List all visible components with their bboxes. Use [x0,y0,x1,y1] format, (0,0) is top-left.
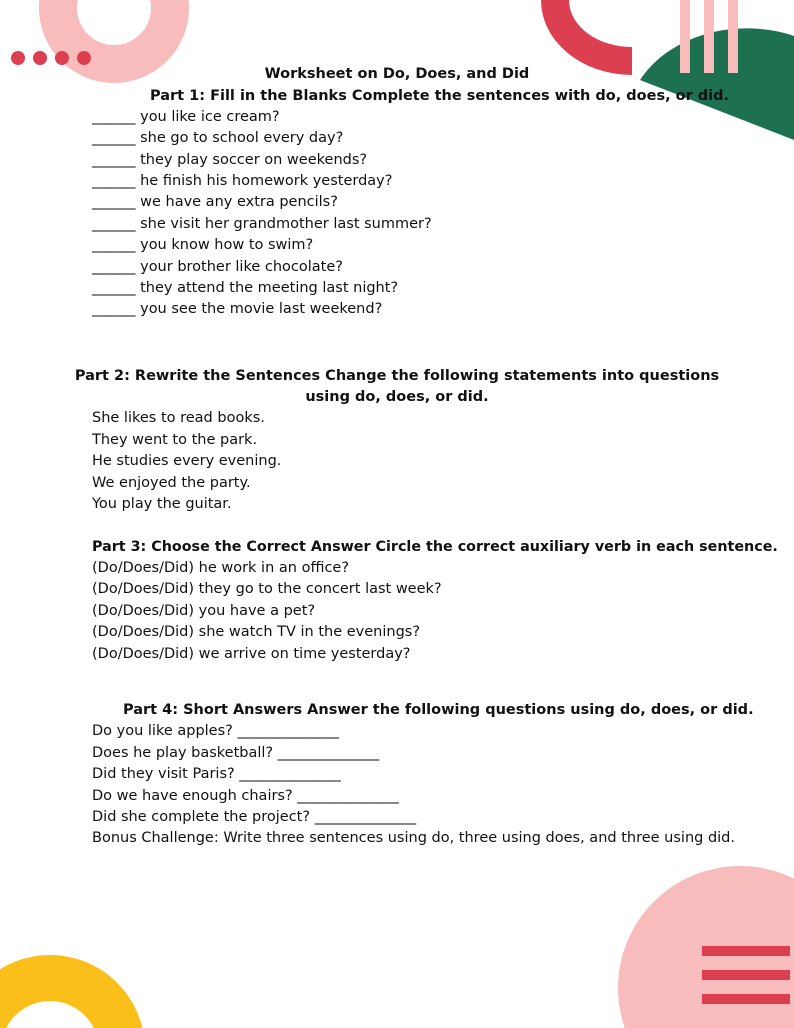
part1-item: ______ they attend the meeting last night? [92,280,399,296]
part3-item: (Do/Does/Did) she watch TV in the evenings? [92,624,421,640]
part1-item: ______ she go to school every day? [92,130,344,146]
part1-item: ______ your brother like chocolate? [92,259,343,275]
part2-heading-continued: using do, does, or did. [305,389,489,405]
part1-item: ______ she visit her grandmother last summer? [92,216,432,232]
part2-item: She likes to read books. [92,410,265,426]
part3-heading: Part 3: Choose the Correct Answer Circle the correct auxiliary verb in each sentence. [92,539,778,555]
part4-item: Did she complete the project? ______________ [92,809,417,825]
part1-item: ______ we have any extra pencils? [92,194,338,210]
part1-heading: Part 1: Fill in the Blanks Complete the sentences with do, does, or did. [150,88,730,104]
part2-heading: Part 2: Rewrite the Sentences Change the following statements into questions [74,368,720,384]
part2-item: They went to the park. [92,432,258,448]
part1-item: ______ you like ice cream? [92,109,280,125]
part3-item: (Do/Does/Did) we arrive on time yesterday? [92,646,411,662]
part1-item: ______ you know how to swim? [92,237,314,253]
part2-item: You play the guitar. [92,496,232,512]
part3-item: (Do/Does/Did) they go to the concert last week? [92,581,442,597]
part2-item: He studies every evening. [92,453,282,469]
part1-item: ______ he finish his homework yesterday? [92,173,393,189]
part4-item: Did they visit Paris? ______________ [92,766,341,782]
part2-item: We enjoyed the party. [92,475,251,491]
part4-heading: Part 4: Short Answers Answer the following questions using do, does, or did. [123,702,754,718]
part1-item: ______ you see the movie last weekend? [92,301,383,317]
part4-item: Do we have enough chairs? ______________ [92,788,399,804]
part3-item: (Do/Does/Did) he work in an office? [92,560,350,576]
part4-item: Does he play basketball? ______________ [92,745,380,761]
part3-item: (Do/Does/Did) you have a pet? [92,603,316,619]
bonus-challenge: Bonus Challenge: Write three sentences using do, three using does, and three using did. [92,830,735,846]
part1-item: ______ they play soccer on weekends? [92,152,368,168]
part4-item: Do you like apples? ______________ [92,723,339,739]
worksheet-title: Worksheet on Do, Does, and Did [264,66,530,82]
